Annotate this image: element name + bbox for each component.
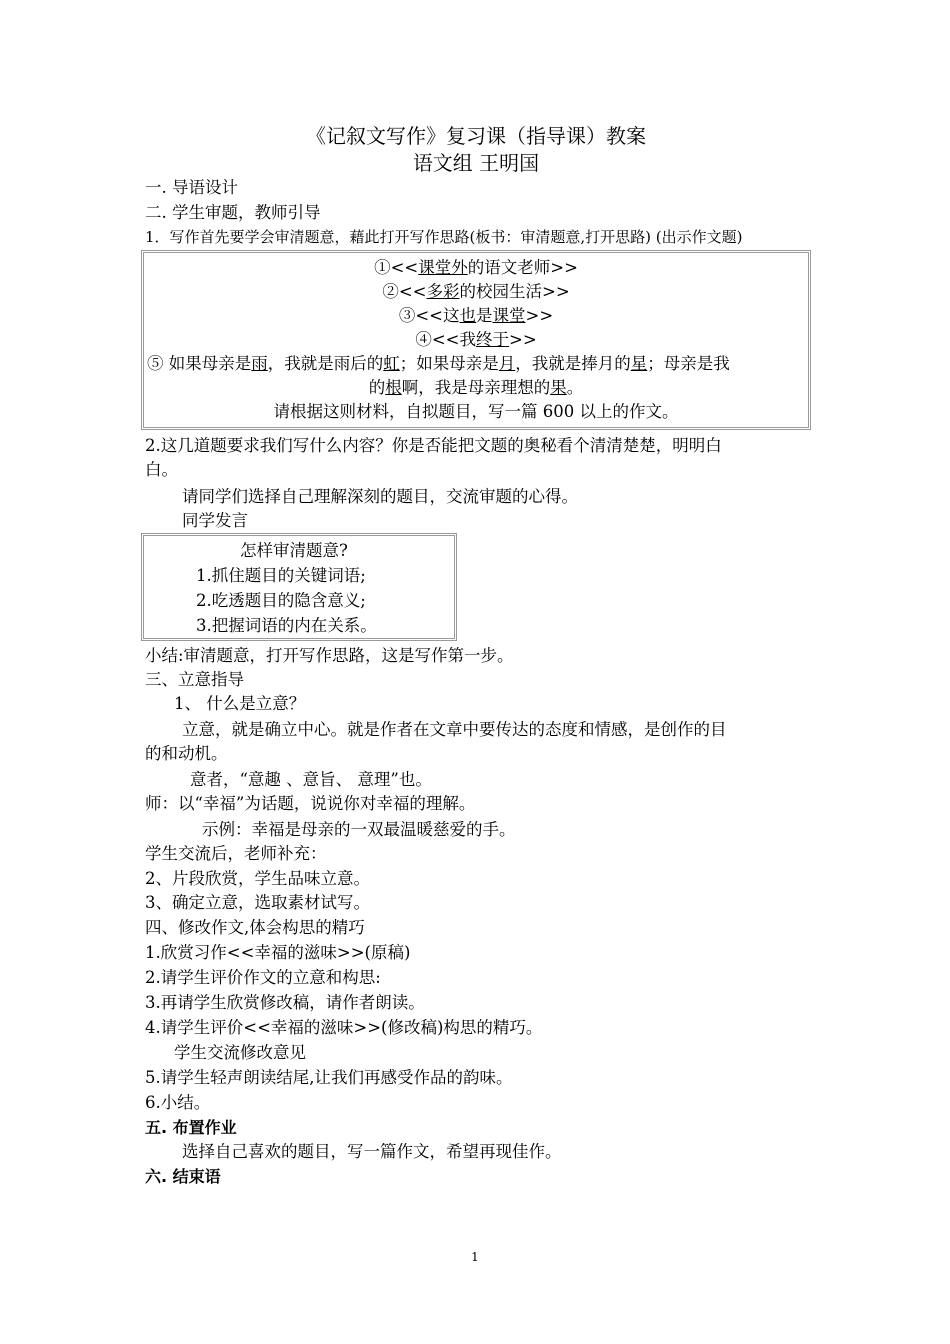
- section-4-exchange: 学生交流修改意见: [174, 1043, 306, 1062]
- document-title: 《记叙文写作》复习课（指导课）教案: [306, 124, 646, 148]
- section-3-item-2: 2、片段欣赏，学生品味立意。: [145, 869, 370, 888]
- definition-line-2: 的和动机。: [145, 744, 228, 763]
- topic-4: ④<<我终于>>: [415, 330, 537, 349]
- example-line: 示例：幸福是母亲的一双最温暖慈爱的手。: [202, 820, 516, 839]
- section-3-item-1: 1、 什么是立意？: [174, 694, 306, 713]
- question-2-line-1: 2.这几道题要求我们写什么内容？你是否能把文题的奥秘看个清清楚楚，明明白: [145, 436, 722, 455]
- section-4-item-4: 4.请学生评价<<幸福的滋味>>(修改稿)构思的精巧。: [145, 1018, 543, 1037]
- review-method-item-2: 2.吃透题目的隐含意义;: [196, 591, 366, 610]
- question-2-line-2: 白。: [145, 460, 178, 479]
- review-method-heading: 怎样审清题意?: [240, 541, 348, 560]
- section-2-item-1: 1．写作首先要学会审清题意，藉此打开写作思路(板书：审清题意,打开思路) (出示作文题): [145, 228, 743, 246]
- section-5-heading: 五. 布置作业: [145, 1118, 237, 1137]
- students-speak: 同学发言: [182, 511, 248, 530]
- review-method-item-3: 3.把握词语的内在关系。: [196, 616, 377, 635]
- section-4-item-1: 1.欣赏习作<<幸福的滋味>>(原稿): [145, 943, 411, 962]
- section-4-item-6: 6.小结。: [145, 1093, 211, 1112]
- document-subtitle: 语文组 王明国: [412, 151, 540, 175]
- definition-line-1: 立意，就是确立中心。就是作者在文章中要传达的态度和情感，是创作的目: [182, 720, 727, 739]
- review-method-item-1: 1.抓住题目的关键词语;: [196, 566, 366, 585]
- topic-5-line-1: ⑤ 如果母亲是雨，我就是雨后的虹；如果母亲是月，我就是捧月的星；母亲是我: [147, 354, 730, 373]
- topic-2: ②<<多彩的校园生活>>: [382, 282, 570, 301]
- page-number: 1: [471, 1250, 479, 1264]
- section-4-item-2: 2.请学生评价作文的立意和构思:: [145, 968, 381, 987]
- teacher-prompt: 师：以“幸福”为话题，说说你对幸福的理解。: [145, 794, 476, 813]
- section-4-heading: 四、修改作文,体会构思的精巧: [145, 918, 365, 937]
- section-4-item-5: 5.请学生轻声朗读结尾,让我们再感受作品的韵味。: [145, 1068, 513, 1087]
- section-6-heading: 六. 结束语: [145, 1167, 221, 1186]
- topic-5-line-2: 的根啊，我是母亲理想的果。: [368, 378, 584, 397]
- essay-topics-box: [141, 250, 811, 430]
- section-5-body: 选择自己喜欢的题目，写一篇作文，希望再现佳作。: [182, 1142, 562, 1161]
- meaning-line: 意者，“意趣 、意旨、 意理”也。: [190, 770, 432, 789]
- section-3-heading: 三、立意指导: [145, 670, 244, 689]
- review-method-box: [141, 533, 457, 641]
- section-3-item-3: 3、确定立意，选取素材试写。: [145, 893, 370, 912]
- section-4-item-3: 3.再请学生欣赏修改稿，请作者朗读。: [145, 993, 425, 1012]
- summary-line: 小结:审清题意，打开写作思路，这是写作第一步。: [145, 646, 514, 665]
- student-exchange: 学生交流后，老师补充：: [145, 844, 327, 863]
- select-topic-instruction: 请同学们选择自己理解深刻的题目，交流审题的心得。: [182, 487, 578, 506]
- section-2-heading: 二. 学生审题，教师引导: [145, 203, 321, 222]
- section-1-heading: 一. 导语设计: [145, 178, 238, 197]
- topic-1: ①<<课堂外的语文老师>>: [374, 258, 578, 277]
- topic-instruction: 请根据这则材料，自拟题目，写一篇 600 以上的作文。: [273, 402, 679, 421]
- topic-3: ③<<这也是课堂>>: [398, 306, 554, 325]
